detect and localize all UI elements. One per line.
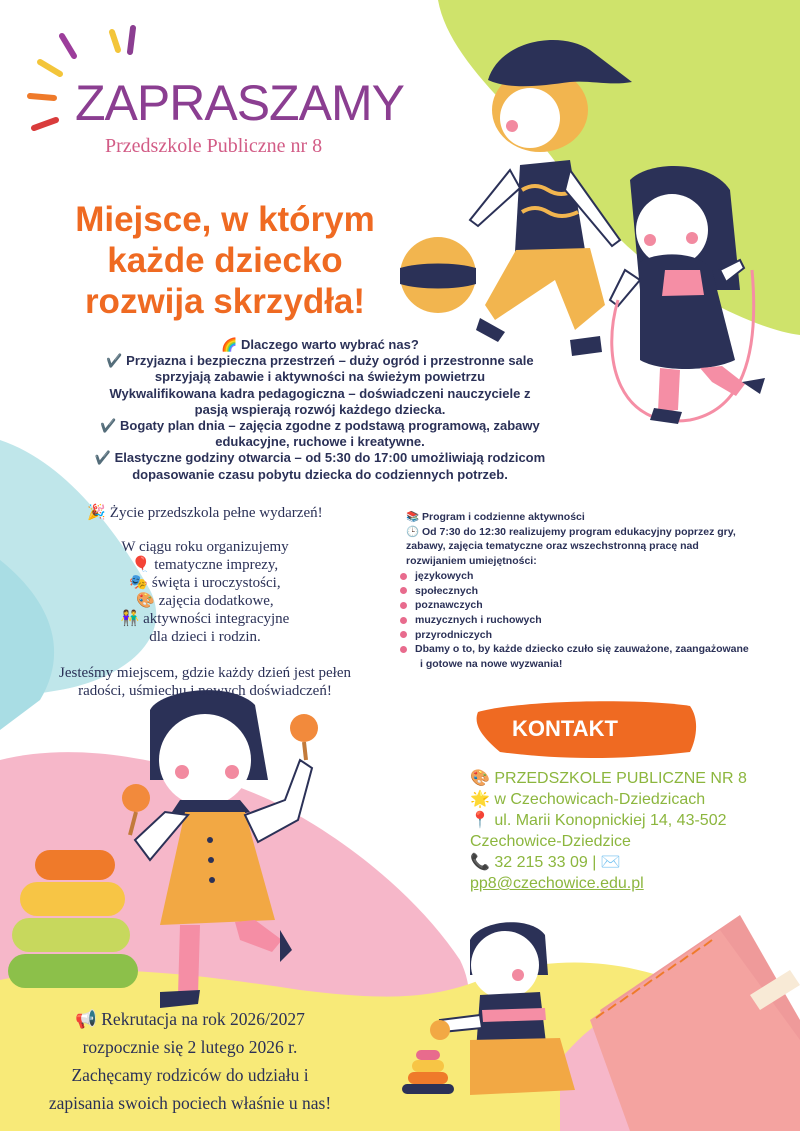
program-closing-line: i gotowe na nowe wyzwania! — [420, 658, 563, 671]
contact-line: 🌟 w Czechowicach-Dziedzicach — [470, 791, 706, 808]
program-intro-line: zabawy, zajęcia tematyczne oraz wszechstronną pracę nad — [406, 540, 699, 553]
contact-line: 🎨 PRZEDSZKOLE PUBLICZNE NR 8 — [470, 770, 747, 787]
program-section — [406, 510, 786, 672]
benefit-line: Wykwalifikowana kadra pedagogiczna – doświadczeni nauczyciele z — [109, 385, 531, 401]
bullet-dot-icon — [400, 631, 407, 638]
benefit-line: edukacyjne, ruchowe i kreatywne. — [215, 434, 425, 450]
bullet-dot-icon — [400, 602, 407, 609]
events-intro: W ciągu roku organizujemy — [121, 539, 289, 555]
recruitment-line: rozpocznie się 2 lutego 2026 r. — [82, 1037, 298, 1057]
benefits-heading: 🌈 Dlaczego warto wybrać nas? — [221, 337, 419, 352]
bullet-dot-icon — [400, 617, 407, 624]
program-heading: 📚 Program i codzienne aktywności — [406, 511, 585, 523]
ball-icon — [400, 237, 476, 313]
notebook-icon — [590, 915, 800, 1131]
event-item: dla dzieci i rodzin. — [149, 629, 261, 645]
event-item: 🎭 święta i uroczystości, — [129, 575, 281, 591]
events-closing-line: Jesteśmy miejscem, gdzie każdy dzień jest pełen — [59, 665, 351, 681]
skill-item: poznawczych — [406, 598, 786, 613]
benefit-line: dopasowanie czasu pobytu dziecka do codziennych potrzeb. — [132, 466, 508, 482]
recruitment-line: Zachęcamy rodziców do udziału i — [71, 1065, 309, 1085]
event-item: 🎈 tematyczne imprezy, — [131, 557, 279, 573]
headline-line: rozwija skrzydła! — [84, 281, 366, 321]
contact-section — [470, 768, 790, 894]
events-closing-line: radości, uśmiechu i nowych doświadczeń! — [78, 683, 332, 699]
program-intro-line: 🕒 Od 7:30 do 12:30 realizujemy program edukacyjny poprzez gry, — [406, 525, 736, 538]
recruitment-section — [30, 1005, 350, 1117]
benefit-line: ✔️ Przyjazna i bezpieczna przestrzeń – duży ogród i przestronne sale — [106, 353, 534, 369]
contact-line: 📞 32 215 33 09 | ✉️ — [470, 854, 621, 871]
program-closing-line: Dbamy o to, by każde dziecko czuło się zauważone, zaangażowane — [406, 642, 786, 657]
recruitment-line: zapisania swoich pociech właśnie u nas! — [48, 1093, 332, 1113]
skill-item: społecznych — [406, 584, 786, 599]
headline — [40, 200, 410, 323]
skill-item: językowych — [406, 569, 786, 584]
event-item: 👫 aktywności integracyjne — [120, 611, 290, 627]
skill-item: przyrodniczych — [406, 628, 786, 643]
headline-line: Miejsce, w którym — [75, 200, 375, 239]
event-item: 🎨 zajęcia dodatkowe, — [136, 593, 274, 609]
bullet-dot-icon — [400, 646, 407, 653]
bullet-dot-icon — [400, 587, 407, 594]
headline-line: każde dziecko — [107, 240, 343, 280]
events-heading: 🎉 Życie przedszkola pełne wydarzeń! — [87, 505, 323, 521]
skill-item: muzycznych i ruchowych — [406, 613, 786, 628]
page-title: ZAPRASZAMY — [75, 75, 404, 131]
page-subtitle: Przedszkole Publiczne nr 8 — [105, 135, 323, 157]
kontakt-heading: KONTAKT — [512, 716, 618, 741]
contact-line: Czechowice-Dziedzice — [470, 833, 631, 850]
benefit-line: pasją wspierają rozwój każdego dziecka. — [194, 401, 446, 417]
contact-line: 📍 ul. Marii Konopnickiej 14, 43-502 — [470, 812, 727, 829]
email-link[interactable]: pp8@czechowice.edu.pl — [470, 875, 644, 892]
program-intro-line: rozwijaniem umiejętności: — [406, 555, 537, 568]
benefit-line: sprzyjają zabawie i aktywności na świeżym powietrzu — [154, 369, 486, 385]
benefit-line: ✔️ Elastyczne godziny otwarcia – od 5:30 do 17:00 umożliwiają rodzicom — [94, 450, 546, 466]
benefit-line: ✔️ Bogaty plan dnia – zajęcia zgodne z podstawą programową, zabawy — [100, 418, 540, 434]
bullet-dot-icon — [400, 573, 407, 580]
recruitment-line: 📢 Rekrutacja na rok 2026/2027 — [75, 1009, 305, 1029]
benefits-section — [55, 337, 585, 483]
events-section — [45, 504, 365, 700]
